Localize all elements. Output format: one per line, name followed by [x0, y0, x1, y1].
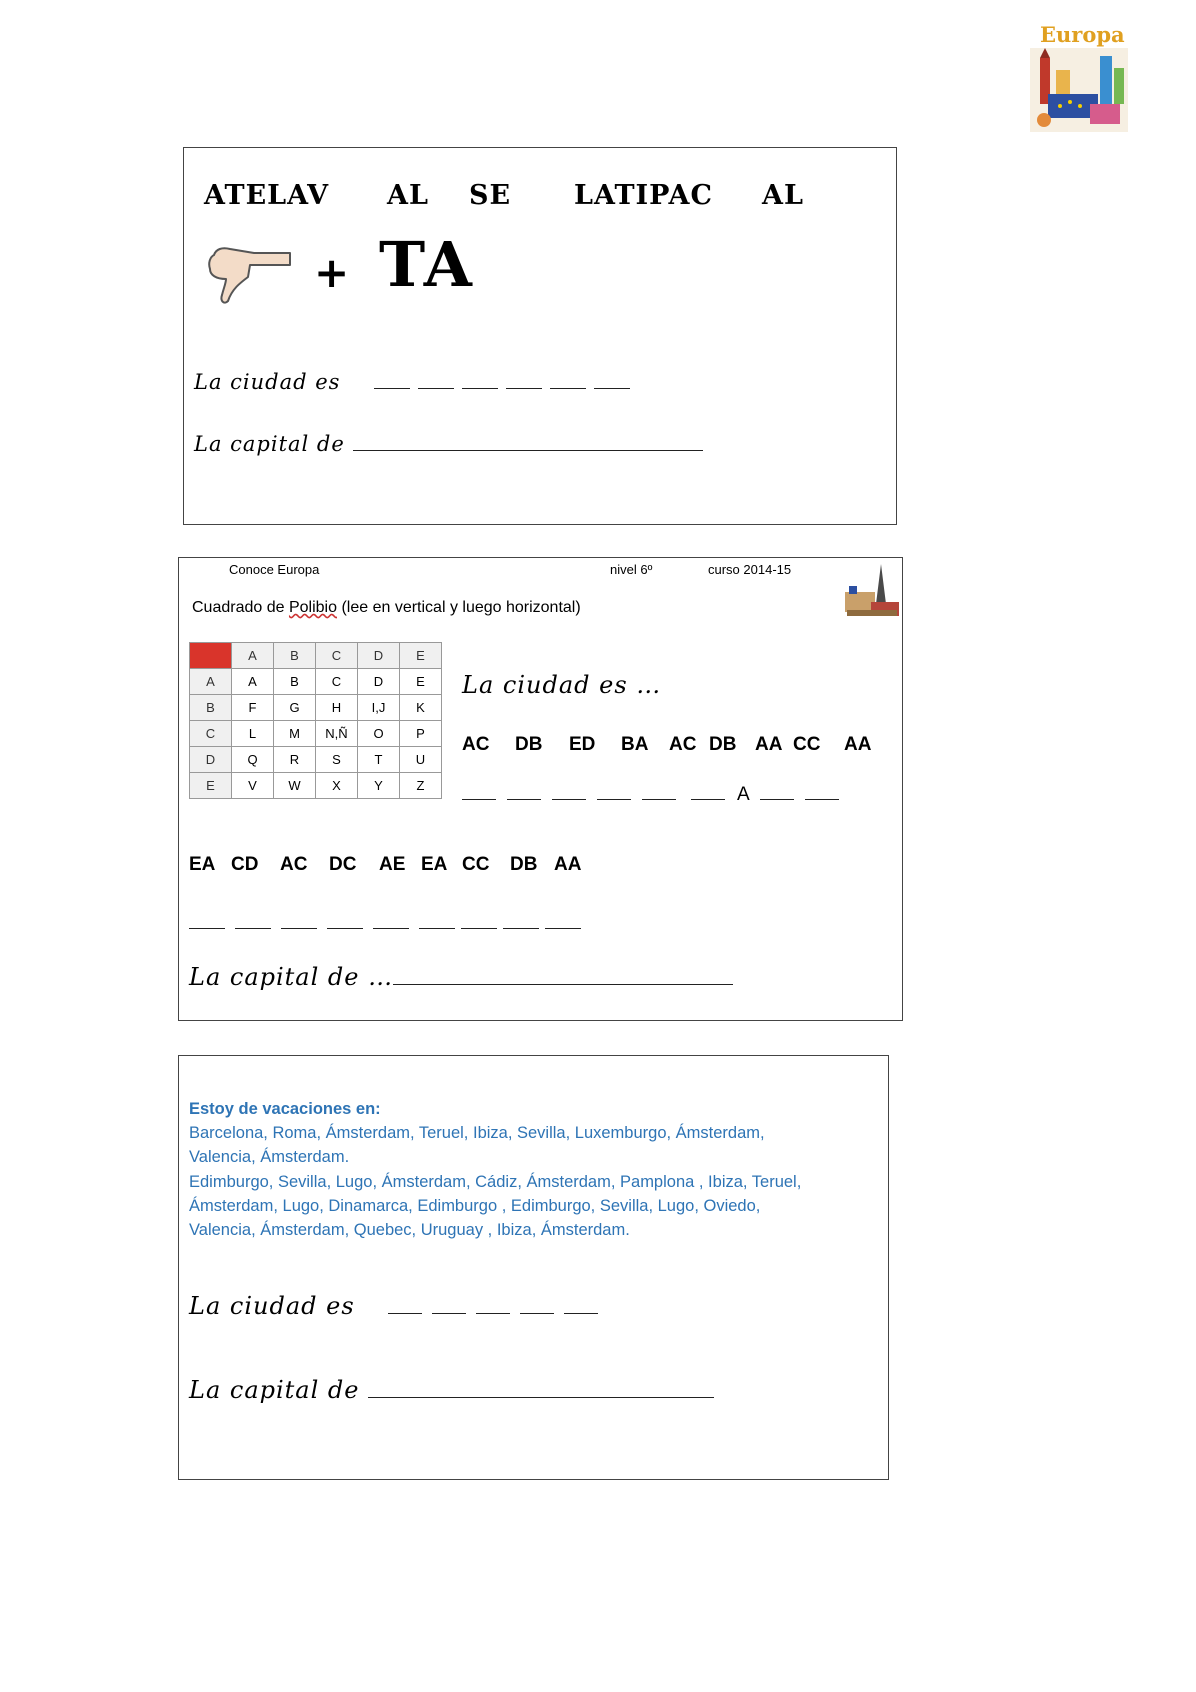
- holiday-riddle-box: [178, 1055, 889, 1480]
- grid-col-header: D: [358, 643, 400, 669]
- paris-landmarks-illustration: [841, 562, 901, 620]
- capital-answer-line: [194, 432, 703, 456]
- holiday-heading: Estoy de vacaciones en:: [189, 1100, 381, 1118]
- city-code: AC: [669, 734, 697, 755]
- header-course: curso 2014-15: [708, 562, 792, 577]
- grid-cell: D: [358, 669, 400, 695]
- capital-blank[interactable]: [353, 449, 703, 451]
- grid-cell: E: [400, 669, 442, 695]
- answer-blank[interactable]: [552, 798, 586, 800]
- grid-cell: R: [274, 747, 316, 773]
- grid-cell: B: [274, 669, 316, 695]
- answer-blank[interactable]: [419, 927, 455, 929]
- capital-code: EA: [421, 854, 448, 875]
- title-suffix: (lee en vertical y luego horizontal): [337, 599, 581, 616]
- answer-blank[interactable]: [550, 387, 586, 389]
- answer-hint: A: [737, 784, 750, 805]
- city-code: BA: [621, 734, 649, 755]
- city-list-line: Barcelona, Roma, Ámsterdam, Teruel, Ibiza, Sevilla, Luxemburgo, Ámsterdam,: [189, 1124, 765, 1142]
- grid-cell: K: [400, 695, 442, 721]
- answer-blank[interactable]: [327, 927, 363, 929]
- answer-blank[interactable]: [373, 927, 409, 929]
- grid-cell: F: [232, 695, 274, 721]
- header-conoce-europa: Conoce Europa: [229, 562, 320, 577]
- capital-label: La capital de: [194, 432, 345, 456]
- city-list-line: Valencia, Ámsterdam.: [189, 1148, 350, 1166]
- capital-answer-line: [189, 1376, 714, 1404]
- city-code: CC: [793, 734, 821, 755]
- city-label: La ciudad es …: [462, 671, 662, 699]
- city-answer-line: [194, 370, 630, 394]
- capital-code: AE: [379, 854, 406, 875]
- grid-cell: Q: [232, 747, 274, 773]
- capital-label: La capital de …: [189, 963, 394, 991]
- grid-cell: P: [400, 721, 442, 747]
- grid-row-header: D: [190, 747, 232, 773]
- grid-row-header: B: [190, 695, 232, 721]
- city-answer-blanks: [462, 784, 839, 806]
- capital-code: CD: [231, 854, 259, 875]
- grid-cell: I,J: [358, 695, 400, 721]
- grid-corner: [190, 643, 232, 669]
- grid-col-header: B: [274, 643, 316, 669]
- grid-row-header: C: [190, 721, 232, 747]
- riddle-box-1: [183, 147, 897, 525]
- scrambled-word: LATIPAC: [574, 180, 713, 211]
- capital-blank[interactable]: [368, 1396, 714, 1398]
- city-code: DB: [515, 734, 543, 755]
- scrambled-word: ATELAV: [204, 180, 330, 211]
- grid-cell: M: [274, 721, 316, 747]
- logo-title: Europa: [1040, 22, 1125, 47]
- city-label: La ciudad es: [194, 370, 341, 394]
- grid-cell: C: [316, 669, 358, 695]
- answer-blank[interactable]: [462, 798, 496, 800]
- grid-cell: G: [274, 695, 316, 721]
- city-list-line: Valencia, Ámsterdam, Quebec, Uruguay , Ibiza, Ámsterdam.: [189, 1221, 630, 1239]
- scrambled-word: AL: [387, 180, 429, 211]
- answer-blank[interactable]: [462, 387, 498, 389]
- polybius-title: [192, 599, 581, 617]
- grid-cell: W: [274, 773, 316, 799]
- city-list-line: Ámsterdam, Lugo, Dinamarca, Edimburgo , Edimburgo, Sevilla, Lugo, Oviedo,: [189, 1197, 761, 1215]
- answer-blank[interactable]: [642, 798, 676, 800]
- rebus-text: TA: [379, 228, 474, 301]
- city-code: AA: [844, 734, 872, 755]
- scrambled-word: AL: [762, 180, 804, 211]
- answer-blank[interactable]: [432, 1312, 466, 1314]
- answer-blank[interactable]: [461, 927, 497, 929]
- city-answer-line: [189, 1292, 598, 1320]
- thumbs-down-icon: [204, 243, 294, 305]
- header-level: nivel 6º: [610, 562, 653, 577]
- scrambled-word: SE: [469, 180, 512, 211]
- answer-blank[interactable]: [545, 927, 581, 929]
- grid-row-header: A: [190, 669, 232, 695]
- grid-cell: H: [316, 695, 358, 721]
- answer-blank[interactable]: [235, 927, 271, 929]
- answer-blank[interactable]: [374, 387, 410, 389]
- city-code: AC: [462, 734, 490, 755]
- grid-cell: U: [400, 747, 442, 773]
- capital-code: AA: [554, 854, 582, 875]
- answer-blank[interactable]: [520, 1312, 554, 1314]
- capital-blank[interactable]: [393, 983, 733, 985]
- city-code: DB: [709, 734, 737, 755]
- answer-blank[interactable]: [388, 1312, 422, 1314]
- answer-blank[interactable]: [418, 387, 454, 389]
- answer-blank[interactable]: [597, 798, 631, 800]
- title-prefix: Cuadrado de: [192, 599, 289, 616]
- capital-answer-blanks: [189, 916, 581, 934]
- capital-answer-line: [189, 963, 733, 991]
- europe-landmarks-illustration: [1030, 48, 1128, 132]
- answer-blank[interactable]: [189, 927, 225, 929]
- capital-code: DC: [329, 854, 357, 875]
- capital-code: AC: [280, 854, 308, 875]
- grid-cell: L: [232, 721, 274, 747]
- grid-row-header: E: [190, 773, 232, 799]
- grid-cell: X: [316, 773, 358, 799]
- polybius-square-box: [178, 557, 903, 1021]
- capital-code: EA: [189, 854, 216, 875]
- answer-blank[interactable]: [503, 927, 539, 929]
- city-code: AA: [755, 734, 783, 755]
- answer-blank[interactable]: [506, 387, 542, 389]
- answer-blank[interactable]: [594, 387, 630, 389]
- grid-cell: Z: [400, 773, 442, 799]
- city-code: ED: [569, 734, 596, 755]
- grid-col-header: C: [316, 643, 358, 669]
- title-word: Polibio: [288, 599, 337, 616]
- answer-blank[interactable]: [476, 1312, 510, 1314]
- city-label: La ciudad es: [189, 1292, 355, 1320]
- grid-cell: S: [316, 747, 358, 773]
- grid-col-header: E: [400, 643, 442, 669]
- capital-code: CC: [462, 854, 490, 875]
- rebus-plus: +: [314, 248, 350, 297]
- answer-blank[interactable]: [281, 927, 317, 929]
- grid-cell: A: [232, 669, 274, 695]
- capital-label: La capital de: [189, 1376, 360, 1404]
- city-list-line: Edimburgo, Sevilla, Lugo, Ámsterdam, Cádiz, Ámsterdam, Pamplona , Ibiza, Teruel,: [189, 1173, 802, 1191]
- polybius-grid: [189, 642, 442, 799]
- answer-blank[interactable]: [507, 798, 541, 800]
- grid-cell: V: [232, 773, 274, 799]
- answer-blank[interactable]: [564, 1312, 598, 1314]
- capital-code: DB: [510, 854, 538, 875]
- grid-cell: N,Ñ: [316, 721, 358, 747]
- grid-cell: O: [358, 721, 400, 747]
- grid-col-header: A: [232, 643, 274, 669]
- grid-cell: T: [358, 747, 400, 773]
- answer-blank[interactable]: [805, 798, 839, 800]
- answer-blank[interactable]: [691, 798, 725, 800]
- answer-blank[interactable]: [760, 798, 794, 800]
- grid-cell: Y: [358, 773, 400, 799]
